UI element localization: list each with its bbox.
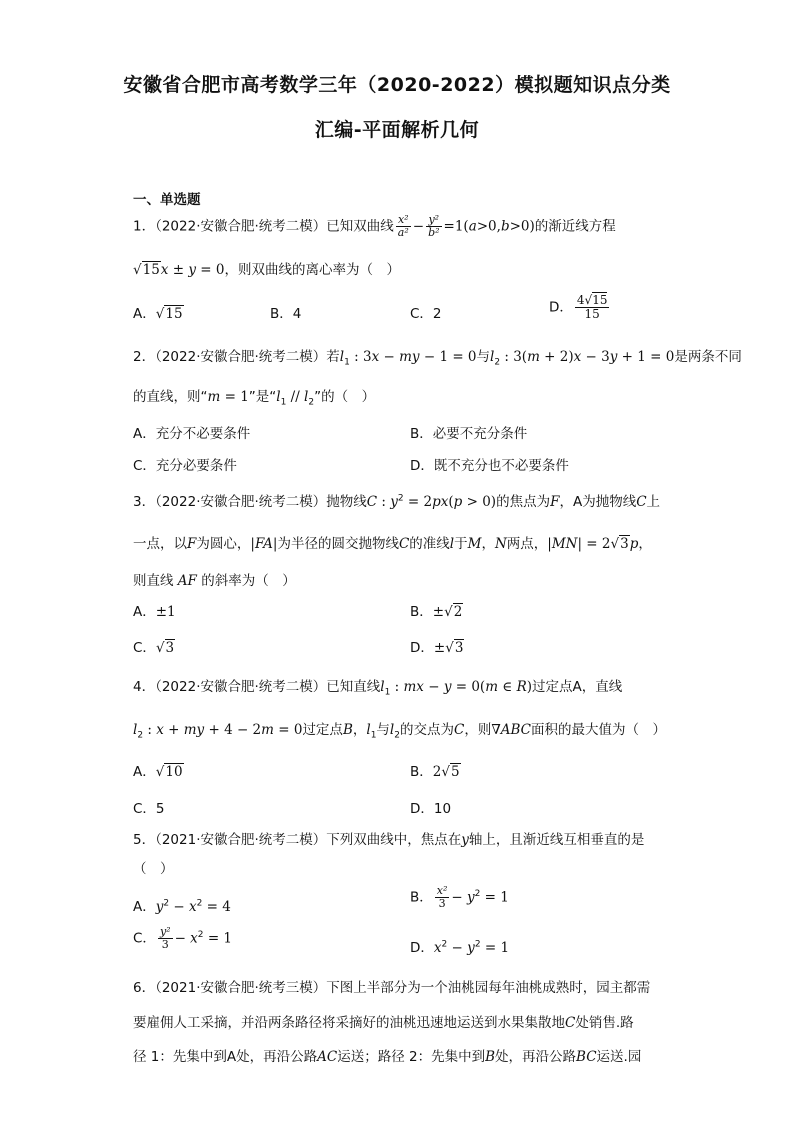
q3-line1: 3．（2022·安徽合肥·统考二模）抛物线C : $y^2 = 2px(p > 0)$的焦点为F，A为抛物线C上 (133, 493, 661, 510)
q6-line1: 6．（2021·安徽合肥·统考三模）下图上半部分为一个油桃园每年油桃成熟时，园主都需 (133, 980, 651, 996)
q1-line1: 1．（2022·安徽合肥·统考二模）已知双曲线 $\frac{\text{x²}}{\text{a²}}$ − $\frac{\text{y²}}{\text{b²}}$ =1(a>0,b>0)的渐近线方程 (133, 213, 616, 240)
q2-option-a[interactable]: A．充分不必要条件 (133, 426, 251, 442)
q4-option-b[interactable]: B．2√5 (410, 764, 460, 780)
q3-option-b[interactable]: B．±√2 (410, 604, 463, 620)
q1-option-d[interactable]: D． $\frac{4√15}{15}$ (549, 293, 608, 322)
q1-line2: √15x ± y = 0，则双曲线的离心率为（ ） (133, 262, 400, 278)
q1-mid: 的渐近线方程 (534, 218, 616, 235)
doc-title-line1: 安徽省合肥市高考数学三年（2020-2022）模拟题知识点分类 (123, 74, 671, 96)
q1-option-b[interactable]: B．4 (270, 306, 302, 322)
q4-line2: $l_2$ : x + my + 4 − 2m = 0过定点B，$l_1$与$l_2$的交点为C，则∇ABC面积的最大值为（ ） (133, 722, 667, 741)
doc-title-line2: 汇编-平面解析几何 (314, 119, 480, 141)
q3-line3: 则直线 AF 的斜率为（ ） (133, 573, 296, 589)
q5-option-c[interactable]: C． $\frac{\text{y²}}{3}$ − $x^2 = 1$ (133, 925, 233, 952)
q1-frac-y: $\frac{\text{y²}}{\text{b²}}$ (428, 213, 440, 240)
q1-prefix: 1．（2022·安徽合肥·统考二模）已知双曲线 (133, 218, 394, 235)
q5-option-d[interactable]: D．$x^2 - y^2 = 1$ (410, 939, 510, 956)
q1-option-a[interactable]: A．√15 (133, 306, 183, 322)
q3-option-a[interactable]: A．±1 (133, 604, 176, 620)
q1-frac-x: $\frac{\text{x²}}{\text{a²}}$ (397, 213, 409, 240)
q3-option-d[interactable]: D．±√3 (410, 640, 464, 656)
q4-option-c[interactable]: C．5 (133, 801, 165, 817)
q3-line2: 一点，以F为圆心，|FA|为半径的圆交抛物线C的准线l于M，N两点，|MN| = 2√3p， (133, 536, 652, 552)
q6-line2: 要雇佣人工采摘，并沿两条路径将采摘好的油桃迅速地运送到水果集散地C处销售.路 (133, 1015, 634, 1031)
q4-option-a[interactable]: A．√10 (133, 764, 183, 780)
q4-line1: 4．（2022·安徽合肥·统考二模）已知直线$l_1$ : mx − y = 0(m ∈ R)过定点A，直线 (133, 679, 623, 698)
q5-option-b[interactable]: B． $\frac{\text{x²}}{3}$ − $y^2 = 1$ (410, 884, 509, 911)
q3-option-c[interactable]: C．√3 (133, 640, 175, 656)
q6-line3: 径 1：先集中到A处，再沿公路AC运送；路径 2：先集中到B处，再沿公路BC运送.园 (133, 1049, 642, 1065)
q2-line1: 2．（2022·安徽合肥·统考二模）若$l_1$ : 3x − my − 1 = 0与$l_2$ : 3(m + 2)x − 3y + 1 = 0是两条不同 (133, 349, 742, 368)
section-heading: 一、单选题 (133, 192, 201, 208)
q2-option-c[interactable]: C．充分必要条件 (133, 458, 237, 474)
q5-line2: （ ） (133, 861, 174, 877)
q2-option-d[interactable]: D．既不充分也不必要条件 (410, 458, 569, 474)
q1-line2-tail: ，则双曲线的离心率为（ ） (224, 262, 400, 278)
q5-line1: 5．（2021·安徽合肥·统考二模）下列双曲线中，焦点在y轴上，且渐近线互相垂直的是 (133, 832, 645, 848)
q5-option-a[interactable]: A．$y^2 - x^2 = 4$ (133, 898, 231, 915)
q2-option-b[interactable]: B．必要不充分条件 (410, 426, 528, 442)
q2-line2: 的直线，则“m = 1”是“$l_1 // l_2$”的（ ） (133, 389, 376, 408)
q4-option-d[interactable]: D．10 (410, 801, 452, 817)
q1-option-c[interactable]: C．2 (410, 306, 442, 322)
